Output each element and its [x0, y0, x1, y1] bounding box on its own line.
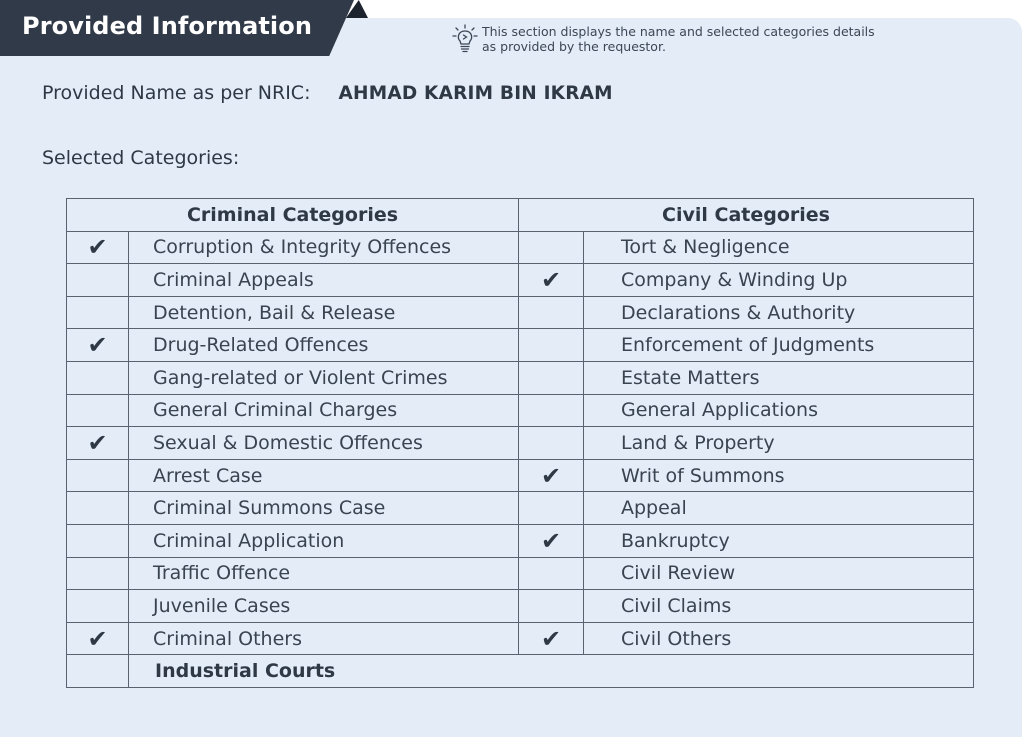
table-row — [67, 231, 974, 264]
selected-categories-label: Selected Categories: — [42, 147, 240, 169]
criminal-check-cell — [67, 459, 129, 492]
checkmark-icon: ✔ — [540, 526, 562, 555]
criminal-category-label: Sexual & Domestic Offences — [129, 427, 519, 460]
civil-category-label: Appeal — [584, 492, 974, 525]
provided-name-row — [42, 82, 613, 104]
criminal-category-label: Juvenile Cases — [129, 590, 519, 623]
table-row — [67, 296, 974, 329]
criminal-category-label: Drug-Related Offences — [129, 329, 519, 362]
checkmark-icon: ✔ — [540, 624, 562, 653]
table-row — [67, 524, 974, 557]
table-row — [67, 492, 974, 525]
table-row — [67, 590, 974, 623]
civil-check-cell — [519, 329, 584, 362]
civil-check-cell — [519, 394, 584, 427]
lightbulb-icon — [452, 24, 478, 56]
civil-category-label: Company & Winding Up — [584, 264, 974, 297]
checkmark-icon: ✔ — [540, 265, 562, 294]
provided-name-value: AHMAD KARIM BIN IKRAM — [338, 83, 613, 104]
criminal-check-cell — [67, 329, 129, 362]
criminal-category-label: Criminal Application — [129, 524, 519, 557]
civil-check-cell — [519, 459, 584, 492]
criminal-categories-header: Criminal Categories — [67, 199, 519, 232]
section-tip — [452, 24, 882, 56]
section-title: Provided Information — [22, 12, 313, 40]
civil-category-label: Civil Review — [584, 557, 974, 590]
civil-check-cell — [519, 264, 584, 297]
civil-category-label: General Applications — [584, 394, 974, 427]
table-row — [67, 329, 974, 362]
civil-category-label: Writ of Summons — [584, 459, 974, 492]
criminal-check-cell — [67, 394, 129, 427]
civil-category-label: Land & Property — [584, 427, 974, 460]
criminal-category-label: Arrest Case — [129, 459, 519, 492]
criminal-check-cell — [67, 492, 129, 525]
criminal-check-cell — [67, 622, 129, 655]
civil-check-cell — [519, 492, 584, 525]
criminal-check-cell — [67, 361, 129, 394]
table-row — [67, 557, 974, 590]
table-row — [67, 622, 974, 655]
industrial-check-cell — [67, 655, 129, 688]
criminal-category-label: Criminal Summons Case — [129, 492, 519, 525]
criminal-category-label: Corruption & Integrity Offences — [129, 231, 519, 264]
table-row — [67, 361, 974, 394]
criminal-check-cell — [67, 427, 129, 460]
civil-category-label: Tort & Negligence — [584, 231, 974, 264]
civil-check-cell — [519, 590, 584, 623]
civil-category-label: Estate Matters — [584, 361, 974, 394]
table-row — [67, 264, 974, 297]
criminal-category-label: Criminal Others — [129, 622, 519, 655]
tip-text: This section displays the name and selected categories details as provided by the requestor. — [482, 24, 875, 54]
categories-table — [66, 198, 974, 688]
civil-category-label: Bankruptcy — [584, 524, 974, 557]
table-row — [67, 394, 974, 427]
criminal-category-label: Gang-related or Violent Crimes — [129, 361, 519, 394]
civil-check-cell — [519, 231, 584, 264]
checkmark-icon: ✔ — [87, 233, 108, 262]
checkmark-icon: ✔ — [87, 331, 108, 360]
table-row — [67, 427, 974, 460]
criminal-check-cell — [67, 557, 129, 590]
criminal-check-cell — [67, 231, 129, 264]
civil-category-label: Civil Others — [584, 622, 974, 655]
checkmark-icon: ✔ — [540, 461, 562, 490]
civil-category-label: Enforcement of Judgments — [584, 329, 974, 362]
civil-category-label: Declarations & Authority — [584, 296, 974, 329]
table-row-industrial-courts — [67, 655, 974, 688]
civil-check-cell — [519, 557, 584, 590]
criminal-category-label: Traffic Offence — [129, 557, 519, 590]
criminal-check-cell — [67, 296, 129, 329]
criminal-category-label: Detention, Bail & Release — [129, 296, 519, 329]
table-header-row — [67, 199, 974, 232]
criminal-category-label: Criminal Appeals — [129, 264, 519, 297]
civil-check-cell — [519, 296, 584, 329]
criminal-category-label: General Criminal Charges — [129, 394, 519, 427]
civil-check-cell — [519, 524, 584, 557]
industrial-courts-label: Industrial Courts — [129, 655, 974, 688]
checkmark-icon: ✔ — [87, 428, 108, 457]
civil-check-cell — [519, 622, 584, 655]
criminal-check-cell — [67, 590, 129, 623]
criminal-check-cell — [67, 524, 129, 557]
civil-category-label: Civil Claims — [584, 590, 974, 623]
checkmark-icon: ✔ — [87, 624, 108, 653]
civil-categories-header: Civil Categories — [519, 199, 974, 232]
table-row — [67, 459, 974, 492]
provided-name-label: Provided Name as per NRIC: — [42, 82, 311, 104]
criminal-check-cell — [67, 264, 129, 297]
civil-check-cell — [519, 427, 584, 460]
civil-check-cell — [519, 361, 584, 394]
